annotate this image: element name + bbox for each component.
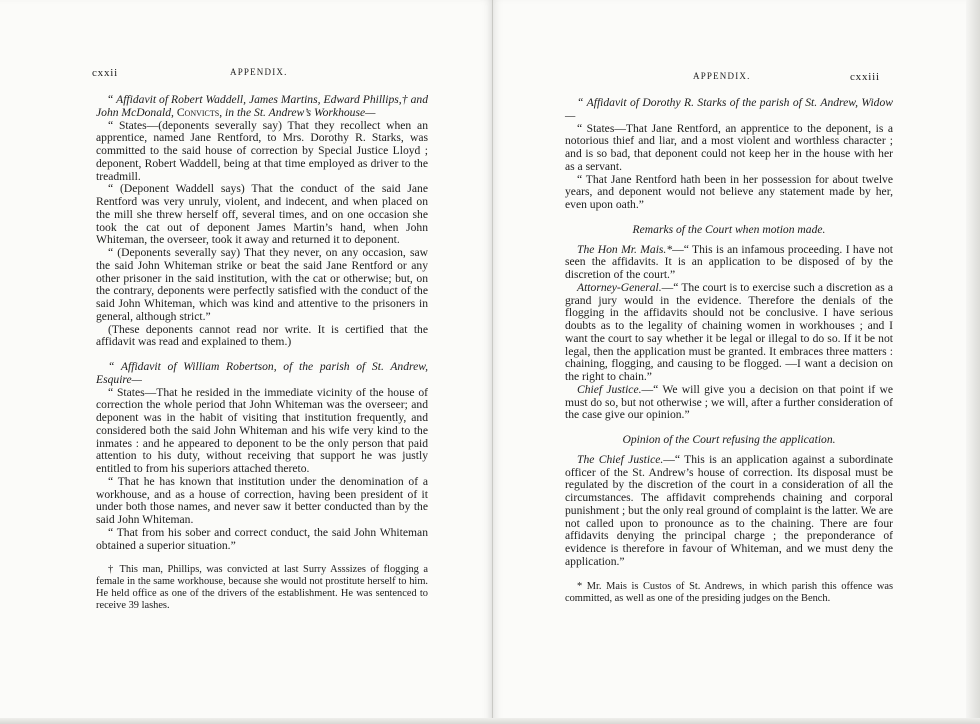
paragraph: “ (Deponents severally say) That they never, on any occasion, saw the said John Whiteman strike or beat the said Jane Rentford or any other prisoner in the said institution, with the cat or otherwise; but, on the contrary, deponents were perfectly satisfied with the conduct of the said John Whiteman, which was kind and attentive to the prisoners in general, although strict.” — [96, 246, 428, 323]
speaker: The Hon Mr. Mais.* — [577, 242, 673, 256]
section-heading: Opinion of the Court refusing the application. — [622, 433, 836, 446]
page-number: cxxii — [92, 67, 118, 79]
affidavit-heading: “ Affidavit of William Robertson, of the parish of St. Andrew, Esquire— — [96, 360, 428, 386]
right-text-column — [565, 97, 893, 605]
section-heading: Remarks of the Court when motion made. — [632, 222, 826, 236]
paragraph: “ States—(deponents severally say) That they recollect when an apprentice, named Jane Rentford, to Mrs. Dorothy R. Starks, was committed to the said house of correction by Special Justice Lloyd ; deponent, Robert Waddell, being at that time employed as driver to the treadmill. — [96, 118, 428, 183]
affidavit-heading: “ Affidavit of Dorothy R. Starks of the parish of St. Andrew, Widow— — [565, 96, 893, 122]
paragraph: Chief Justice.—“ We will give you a decision on that point if we must do so, but not otherwise ; we will, after a further consideration of the case give our opinion.” — [565, 382, 893, 422]
page-bottom-edge — [0, 718, 980, 724]
right-page — [493, 0, 980, 724]
running-title: APPENDIX. — [693, 71, 751, 81]
paragraph: “ That he has known that institution under the denomination of a workhouse, and as a house of correction, having been president of it under both those names, and never saw it better conducted than by the said John Whiteman. — [96, 474, 428, 526]
speaker: Attorney-General. — [577, 280, 662, 294]
footnote: † This man, Phillips, was convicted at last Surry Asssizes of flogging a female in the same workhouse, because she would not prostitute herself to him. He held office as one of the drivers of the establishment. He was sentenced to receive 39 lashes. — [96, 564, 428, 612]
paragraph: Attorney-General.—“ The court is to exercise such a discretion as a grand jury would in the evidence. Therefore the denials of the flogging in the affidavits should not be conclusive. I have serious doubts as to the legality of chaining women in workhouses ; and I want the court to say whether it be legal or illegal to do so. If it be not legal, then the application must be granted. It embraces three matters : chaining, flogging, and causing to be flogged. —I want a decision on the right to chain.” — [565, 280, 893, 383]
paragraph: “ States—That Jane Rentford, an apprentice to the deponent, is a notorious thief and liar, and a most violent and worthless character ; and is so bad, that deponent could not keep her in the house with her as a servant. — [565, 121, 893, 173]
speaker: Chief Justice. — [577, 382, 642, 396]
footnote: * Mr. Mais is Custos of St. Andrews, in which parish this offence was committed, as well as one of the presiding judges on the Bench. — [565, 580, 893, 604]
page-edge — [966, 0, 980, 724]
paragraph: The Chief Justice.—“ This is an application against a subordinate officer of the St. Andrew’s house of correction. Its disposal must be regulated by the discretion of the court in a consideration of all the circumstances. The affidavit comprehends chaining and corporal punishment ; but the only real ground of complaint is the latter. We are not called upon to pronounce as to the chaining. There are four affidavits denying the principal charge ; the preponderance of evidence is therefore in favour of Whiteman, and we must deny the application.” — [565, 452, 893, 568]
paragraph: The Hon Mr. Mais.*—“ This is an infamous proceeding. I have not seen the affidavits. It is an application to be disposed of by the discretion of the court.” — [565, 242, 893, 281]
paragraph: “ (Deponent Waddell says) That the conduct of the said Jane Rentford was very unruly, violent, and indecent, and when placed on the mill she threw herself off, several times, and on one occasion she took the cat out of deponent James Martin’s hand, when John Whiteman, the overseer, took it away and returned it to deponent. — [96, 182, 428, 247]
paragraph: “ That Jane Rentford hath been in her possession for about twelve years, and deponent would not believe any statement made by her, even upon oath.” — [565, 172, 893, 211]
running-title: APPENDIX. — [230, 67, 288, 77]
page-number: cxxiii — [850, 71, 880, 83]
affidavit-heading: “ Affidavit of Robert Waddell, James Martins, Edward Phillips,† and John McDonald, Convicts, in the St. Andrew’s Workhouse— — [96, 93, 428, 119]
paragraph: “ States—That he resided in the immediate vicinity of the house of correction the whole period that John Whiteman was the overseer; and deponent was in the habit of visiting that institution frequently, and considered both the said John Whiteman and his wife very kind to the inmates : and he appeared to deponent to be the only person that paid attention to his duty, without receiving that support he was justly entitled to from his superiors attached thereto. — [96, 385, 428, 475]
paragraph: “ That from his sober and correct conduct, the said John Whiteman obtained a superior situation.” — [96, 525, 428, 552]
paragraph: (These deponents cannot read nor write. It is certified that the affidavit was read and explained to them.) — [96, 322, 428, 349]
left-text-column — [96, 94, 428, 612]
speaker: The Chief Justice. — [577, 452, 664, 466]
